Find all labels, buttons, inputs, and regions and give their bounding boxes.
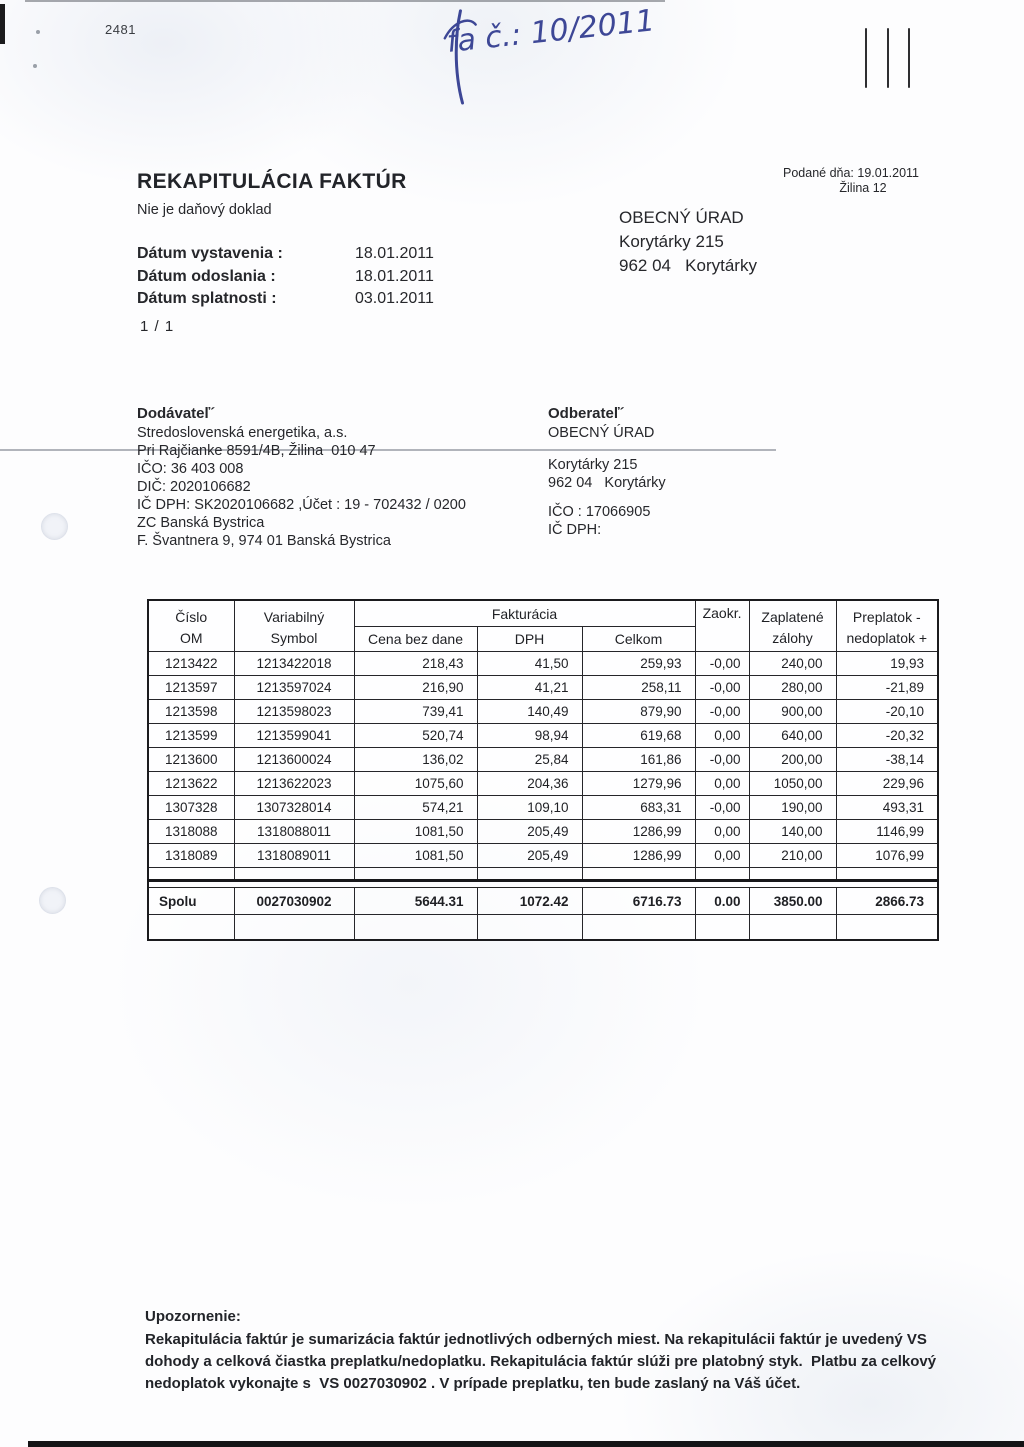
cell-zaokr: -0,00 [695,700,749,724]
document-dates [137,243,434,311]
cell-preplatok: -20,10 [836,700,938,724]
col-header-preplatok-nedoplatok [836,600,938,652]
total-cena: 5644.31 [354,888,477,915]
date-due-value: 03.01.2011 [355,290,434,307]
col-header-zaplatene: Zaplatené [761,609,824,625]
col-header-symbol: Symbol [270,630,318,646]
cell-dph: 41,50 [477,652,582,676]
cell-dph: 205,49 [477,844,582,868]
cell-cislo-om: 1307328 [148,796,234,820]
total-preplatok: 2866.73 [836,888,938,915]
date-due-row [137,288,434,311]
total-dph: 1072.42 [477,888,582,915]
scanner-top-edge-line [25,0,665,2]
handwritten-note [412,6,672,106]
cell-dph: 204,36 [477,772,582,796]
table-bottom-empty-row [148,915,938,940]
col-header-variabilny-symbol [234,600,354,652]
cell-cislo-om: 1213599 [148,724,234,748]
customer-street: Korytárky 215 [548,457,638,473]
supplier-address2: F. Švantnera 9, 974 01 Banská Bystrica [137,533,391,549]
cell-cislo-om: 1213597 [148,676,234,700]
cell-zaokr: 0,00 [695,844,749,868]
customer-icdph: IČ DPH: [548,522,602,538]
fold-mark [887,28,889,88]
punch-hole [39,887,66,914]
cell-cena: 1075,60 [354,772,477,796]
col-header-dph: DPH [477,627,582,652]
scan-speck [33,64,37,68]
cell-preplatok: -38,14 [836,748,938,772]
recipient-city: 962 04 Korytárky [619,256,757,275]
col-header-cislo-om [148,600,234,652]
cell-zaokr: 0,00 [695,820,749,844]
cell-cena: 739,41 [354,700,477,724]
cell-dph: 25,84 [477,748,582,772]
invoice-recap-table [147,599,939,941]
cell-vs: 1307328014 [234,796,354,820]
posted-info [783,166,943,196]
posted-place: Žilina 12 [839,181,887,195]
cell-cena: 1081,50 [354,820,477,844]
punch-hole [41,513,68,540]
notice-block [145,1306,936,1395]
date-due-label: Dátum splatnosti : [137,290,277,307]
supplier-dic: DIČ: 2020106682 [137,479,251,495]
supplier-ico: IČO: 36 403 008 [137,461,244,477]
document-subtitle: Nie je daňový doklad [137,202,272,218]
total-label: Spolu [148,888,234,915]
cell-zaplatene: 640,00 [749,724,836,748]
cell-zaplatene: 210,00 [749,844,836,868]
cell-celkom: 258,11 [582,676,695,700]
table-row [148,676,938,700]
cell-vs: 1213422018 [234,652,354,676]
cell-dph: 205,49 [477,820,582,844]
cell-preplatok: -21,89 [836,676,938,700]
cell-cena: 1081,50 [354,844,477,868]
col-header-cena-bez-dane: Cena bez dane [354,627,477,652]
recipient-name: OBECNÝ ÚRAD [619,208,744,227]
table-empty-row [148,868,938,881]
col-header-zaplatene-zalohy [749,600,836,652]
cell-celkom: 619,68 [582,724,695,748]
col-header-zalohy: zálohy [772,630,813,646]
cell-dph: 41,21 [477,676,582,700]
fold-mark [908,28,910,88]
date-sent-label: Dátum odoslania : [137,267,276,285]
cell-vs: 1213622023 [234,772,354,796]
customer-ico: IČO : 17066905 [548,504,651,520]
cell-dph: 98,94 [477,724,582,748]
cell-cena: 218,43 [354,652,477,676]
cell-cena: 216,90 [354,676,477,700]
col-header-fakturacia: Fakturácia [354,600,695,627]
table-row [148,652,938,676]
cell-vs: 1318088011 [234,820,354,844]
customer-label: Odberateľ´ [548,405,625,422]
cell-vs: 1213597024 [234,676,354,700]
stamp-number: 2481 [105,22,136,37]
cell-cena: 574,21 [354,796,477,820]
cell-celkom: 1279,96 [582,772,695,796]
supplier-label: Dodávateľ´ [137,405,216,422]
cell-celkom: 879,90 [582,700,695,724]
supplier-block [137,405,466,550]
cell-vs: 1213600024 [234,748,354,772]
cell-zaplatene: 280,00 [749,676,836,700]
notice-line: nedoplatok vykonajte s VS 0027030902 . V prípade preplatku, ten bude zaslaný na Váš účet. [145,1375,801,1392]
date-issued-value: 18.01.2011 [355,245,434,262]
page-indicator: 1 / 1 [140,318,175,335]
cell-dph: 140,49 [477,700,582,724]
cell-cislo-om: 1213422 [148,652,234,676]
fold-mark [865,28,867,88]
total-vs: 0027030902 [234,888,354,915]
notice-heading: Upozornenie: [145,1308,241,1325]
total-zaplatene: 3850.00 [749,888,836,915]
table-row [148,820,938,844]
document-title: REKAPITULÁCIA FAKTÚR [137,170,407,193]
table-total-row [148,888,938,915]
cell-zaplatene: 240,00 [749,652,836,676]
cell-zaplatene: 190,00 [749,796,836,820]
table-row [148,772,938,796]
table-row [148,700,938,724]
cell-zaplatene: 1050,00 [749,772,836,796]
customer-city: 962 04 Korytárky [548,475,666,491]
supplier-icdph: IČ DPH: SK2020106682 ,Účet : 19 - 702432 / 0200 [137,497,466,513]
recipient-street: Korytárky 215 [619,232,724,251]
cell-preplatok: 19,93 [836,652,938,676]
recipient-address [619,206,757,278]
total-celkom: 6716.73 [582,888,695,915]
scan-speck [36,30,40,34]
cell-zaokr: 0,00 [695,724,749,748]
cell-celkom: 161,86 [582,748,695,772]
date-sent-row [137,266,434,289]
table-row [148,724,938,748]
cell-zaplatene: 900,00 [749,700,836,724]
cell-cislo-om: 1213598 [148,700,234,724]
col-header-om: OM [179,630,203,646]
cell-zaokr: -0,00 [695,652,749,676]
col-header-zaokr [695,600,749,652]
scanner-bottom-edge-bar [28,1441,1024,1447]
table-row [148,844,938,868]
col-header-nedoplatok: nedoplatok + [846,630,928,646]
cell-celkom: 259,93 [582,652,695,676]
date-issued-label: Dátum vystavenia : [137,245,283,262]
cell-celkom: 1286,99 [582,820,695,844]
cell-cislo-om: 1213600 [148,748,234,772]
cell-celkom: 683,31 [582,796,695,820]
cell-vs: 1318089011 [234,844,354,868]
scanner-left-edge-mark [0,4,5,44]
table-gap-row [148,881,938,888]
cell-cena: 520,74 [354,724,477,748]
cell-preplatok: 1076,99 [836,844,938,868]
date-sent-value: 18.01.2011 [355,267,434,285]
supplier-zc: ZC Banská Bystrica [137,515,265,531]
notice-line: Rekapitulácia faktúr je sumarizácia faktúr jednotlivých odberných miest. Na rekapitulácii faktúr je uvedený VS [145,1331,927,1348]
cell-dph: 109,10 [477,796,582,820]
cell-preplatok: -20,32 [836,724,938,748]
cell-vs: 1213599041 [234,724,354,748]
cell-celkom: 1286,99 [582,844,695,868]
table-row [148,796,938,820]
customer-name: OBECNÝ ÚRAD [548,425,655,441]
total-zaokr: 0.00 [695,888,749,915]
col-header-zaokr-label: Zaokr. [702,605,742,621]
col-header-cislo: Číslo [175,609,208,625]
cell-preplatok: 229,96 [836,772,938,796]
cell-cislo-om: 1213622 [148,772,234,796]
cell-zaplatene: 140,00 [749,820,836,844]
cell-zaokr: -0,00 [695,748,749,772]
cell-zaokr: -0,00 [695,676,749,700]
cell-preplatok: 493,31 [836,796,938,820]
table-row [148,748,938,772]
cell-vs: 1213598023 [234,700,354,724]
customer-block [548,405,666,539]
col-header-preplatok: Preplatok - [852,609,921,625]
supplier-address-struck: Pri Rajčianke 8591/4B, Žilina 010 47 [137,443,376,459]
supplier-name: Stredoslovenská energetika, a.s. [137,425,348,441]
date-issued-row [137,243,434,266]
cell-zaplatene: 200,00 [749,748,836,772]
handwritten-note-text: fa č.: 10/2011 [445,6,657,60]
posted-date: Podané dňa: 19.01.2011 [783,166,920,180]
cell-zaokr: -0,00 [695,796,749,820]
cell-cislo-om: 1318089 [148,844,234,868]
col-header-variabilny: Variabilný [263,609,325,625]
cell-cislo-om: 1318088 [148,820,234,844]
cell-zaokr: 0,00 [695,772,749,796]
cell-cena: 136,02 [354,748,477,772]
col-header-celkom: Celkom [582,627,695,652]
notice-line: dohody a celková čiastka preplatku/nedoplatku. Rekapitulácia faktúr slúži pre platobný styk. Platbu za celkový [145,1353,937,1370]
cell-preplatok: 1146,99 [836,820,938,844]
